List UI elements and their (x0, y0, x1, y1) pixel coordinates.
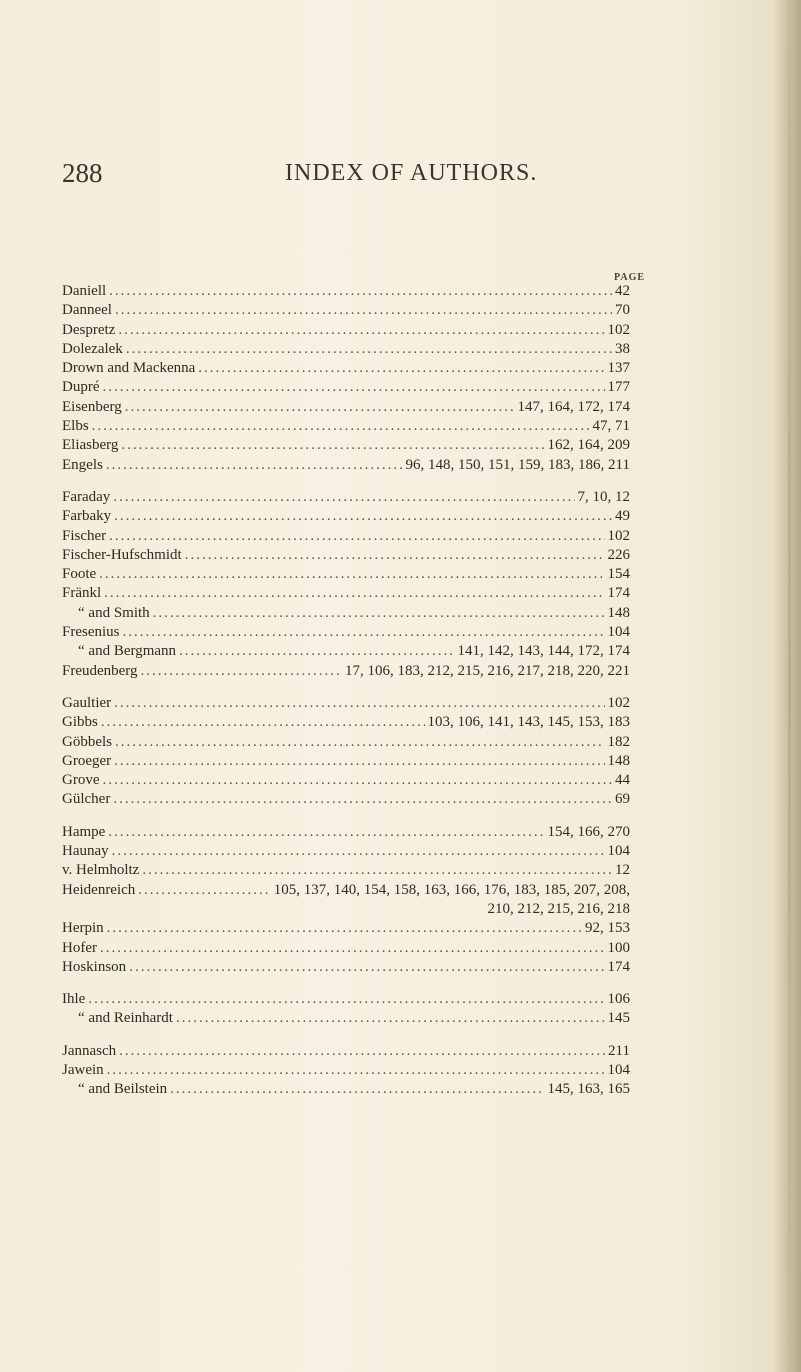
index-entry (62, 694, 630, 713)
index-entry (62, 713, 630, 732)
index-entry (62, 990, 630, 1009)
dot-leader (109, 282, 612, 301)
author-name: Fresenius (62, 624, 120, 641)
page-references: 177 (607, 379, 630, 396)
page-references: 147, 164, 172, 174 (517, 398, 630, 415)
dot-leader (129, 958, 604, 977)
index-entry (62, 488, 630, 507)
page-edge-shadow (773, 0, 801, 1372)
index-entry (62, 436, 630, 455)
dot-leader (103, 771, 613, 790)
page-references: 38 (615, 340, 630, 357)
author-name: Fischer (62, 527, 107, 544)
page-references: 162, 164, 209 (547, 437, 630, 454)
author-name: Dolezalek (62, 340, 123, 357)
author-name: Fränkl (62, 585, 102, 602)
page-references-continuation: 210, 212, 215, 216, 218 (487, 900, 630, 917)
index-entry (62, 1042, 630, 1061)
author-name: “ and Smith (78, 604, 150, 621)
index-entry (62, 623, 630, 642)
running-head: INDEX OF AUTHORS. (285, 160, 538, 186)
page-references: 47, 71 (592, 418, 630, 435)
author-name: Eliasberg (62, 437, 119, 454)
index-entry (62, 958, 630, 977)
index-entry (62, 359, 630, 378)
author-name: Heidenreich (62, 881, 136, 898)
page-references: 174 (607, 958, 630, 975)
author-name: “ and Bergmann (78, 643, 177, 660)
page-number: 288 (62, 158, 103, 188)
index-entry (62, 790, 630, 809)
index-entry (62, 919, 630, 938)
index-entry (62, 565, 630, 584)
dot-leader (142, 861, 612, 880)
page-references: 12 (615, 862, 630, 879)
dot-leader (100, 939, 605, 958)
dot-leader (179, 642, 454, 661)
page-references: 148 (607, 752, 630, 769)
author-name: Grove (62, 772, 100, 789)
dot-leader (88, 990, 604, 1009)
index-entry (62, 417, 630, 436)
index-group (62, 488, 630, 681)
index-entry (62, 301, 630, 320)
index-entry (62, 733, 630, 752)
author-name: Ihle (62, 991, 86, 1008)
dot-leader (119, 1042, 605, 1061)
index-entry (62, 584, 630, 603)
author-name: Hoskinson (62, 958, 127, 975)
index-entry (62, 939, 630, 958)
author-index (62, 282, 630, 1113)
dot-leader (107, 919, 582, 938)
index-entry (62, 1061, 630, 1080)
index-subentry (62, 1009, 630, 1028)
author-name: Engels (62, 456, 103, 473)
author-name: Hampe (62, 823, 106, 840)
author-name: Gibbs (62, 714, 98, 731)
page-references: 145 (607, 1010, 630, 1027)
author-name: Gülcher (62, 791, 111, 808)
author-name: v. Helmholtz (62, 862, 140, 879)
dot-leader (153, 604, 605, 623)
index-group (62, 990, 630, 1029)
author-name: Gaultier (62, 694, 112, 711)
author-name: Danneel (62, 302, 112, 319)
index-entry (62, 546, 630, 565)
dot-leader (112, 842, 605, 861)
page-references: 104 (607, 843, 630, 860)
author-name: Farbaky (62, 508, 112, 525)
dot-leader (115, 301, 612, 320)
author-name: Dupré (62, 379, 100, 396)
dot-leader (92, 417, 590, 436)
page-references: 69 (615, 791, 630, 808)
index-subentry (62, 604, 630, 623)
page-references: 102 (607, 527, 630, 544)
dot-leader (107, 1061, 605, 1080)
dot-leader (108, 823, 544, 842)
dot-leader (113, 488, 574, 507)
index-entry (62, 340, 630, 359)
page-references: 141, 142, 143, 144, 172, 174 (457, 643, 630, 660)
index-group (62, 1042, 630, 1100)
page-references: 154 (607, 566, 630, 583)
author-name: “ and Reinhardt (78, 1010, 173, 1027)
index-entry (62, 752, 630, 771)
dot-leader (109, 527, 604, 546)
page-references: 102 (607, 694, 630, 711)
dot-leader (176, 1009, 605, 1028)
author-name: Göbbels (62, 733, 112, 750)
dot-leader (106, 456, 403, 475)
index-group (62, 823, 630, 977)
index-entry (62, 527, 630, 546)
dot-leader (125, 398, 515, 417)
author-name: Faraday (62, 488, 111, 505)
page-edge-line (788, 0, 791, 1372)
author-name: “ and Beilstein (78, 1081, 168, 1098)
dot-leader (138, 881, 270, 900)
dot-leader (118, 321, 604, 340)
index-entry (62, 881, 630, 900)
page-references: 96, 148, 150, 151, 159, 183, 186, 211 (405, 456, 630, 473)
index-group (62, 694, 630, 810)
index-entry (62, 321, 630, 340)
dot-leader (115, 733, 605, 752)
index-entry (62, 456, 630, 475)
page-references: 226 (607, 546, 630, 563)
page-references: 104 (607, 624, 630, 641)
page-references: 102 (607, 321, 630, 338)
page-references: 42 (615, 283, 630, 299)
page-references: 148 (607, 604, 630, 621)
index-entry (62, 282, 630, 301)
index-subentry (62, 642, 630, 661)
author-name: Elbs (62, 418, 89, 435)
page-header (62, 158, 662, 188)
author-name: Herpin (62, 920, 104, 937)
author-name: Hofer (62, 939, 97, 956)
dot-leader (198, 359, 604, 378)
page-references: 70 (615, 302, 630, 319)
page-references: 145, 163, 165 (547, 1081, 630, 1098)
dot-leader (101, 713, 425, 732)
page-references: 105, 137, 140, 154, 158, 163, 166, 176, 183, 185, 207, 208, (273, 881, 630, 898)
page-references: 182 (607, 733, 630, 750)
dot-leader (141, 662, 342, 681)
author-name: Jawein (62, 1061, 104, 1078)
page-references: 49 (615, 508, 630, 525)
page-references: 154, 166, 270 (547, 823, 630, 840)
page-references: 104 (607, 1061, 630, 1078)
dot-leader (99, 565, 604, 584)
dot-leader (114, 694, 604, 713)
page-references: 106 (607, 991, 630, 1008)
page-references: 100 (607, 939, 630, 956)
dot-leader (114, 507, 612, 526)
page-references: 137 (607, 360, 630, 377)
dot-leader (185, 546, 605, 565)
index-entry (62, 823, 630, 842)
index-entry (62, 378, 630, 397)
index-entry (62, 861, 630, 880)
author-name: Jannasch (62, 1042, 117, 1059)
dot-leader (113, 790, 612, 809)
page-references: 7, 10, 12 (577, 488, 630, 505)
dot-leader (121, 436, 544, 455)
page-column-label: PAGE (614, 272, 646, 283)
author-name: Haunay (62, 843, 109, 860)
dot-leader (104, 584, 604, 603)
page-references: 17, 106, 183, 212, 215, 216, 217, 218, 220, 221 (345, 662, 630, 679)
author-name: Fischer-Hufschmidt (62, 546, 182, 563)
author-name: Drown and Mackenna (62, 360, 196, 377)
dot-leader (126, 340, 612, 359)
author-name: Despretz (62, 321, 116, 338)
author-name: Foote (62, 566, 97, 583)
author-name: Freudenberg (62, 662, 138, 679)
dot-leader (170, 1080, 544, 1099)
index-entry (62, 507, 630, 526)
index-entry (62, 842, 630, 861)
index-entry (62, 771, 630, 790)
page-references: 44 (615, 772, 630, 789)
page-references: 92, 153 (585, 920, 630, 937)
index-subentry (62, 1080, 630, 1099)
page-references: 103, 106, 141, 143, 145, 153, 183 (427, 714, 630, 731)
dot-leader (123, 623, 605, 642)
author-name: Groeger (62, 752, 112, 769)
dot-leader (114, 752, 604, 771)
page-references: 211 (608, 1042, 630, 1059)
index-entry (62, 398, 630, 417)
index-entry (62, 662, 630, 681)
index-group (62, 282, 630, 475)
dot-leader (103, 378, 605, 397)
page-references: 174 (607, 585, 630, 602)
author-name: Daniell (62, 283, 107, 299)
author-name: Eisenberg (62, 398, 122, 415)
